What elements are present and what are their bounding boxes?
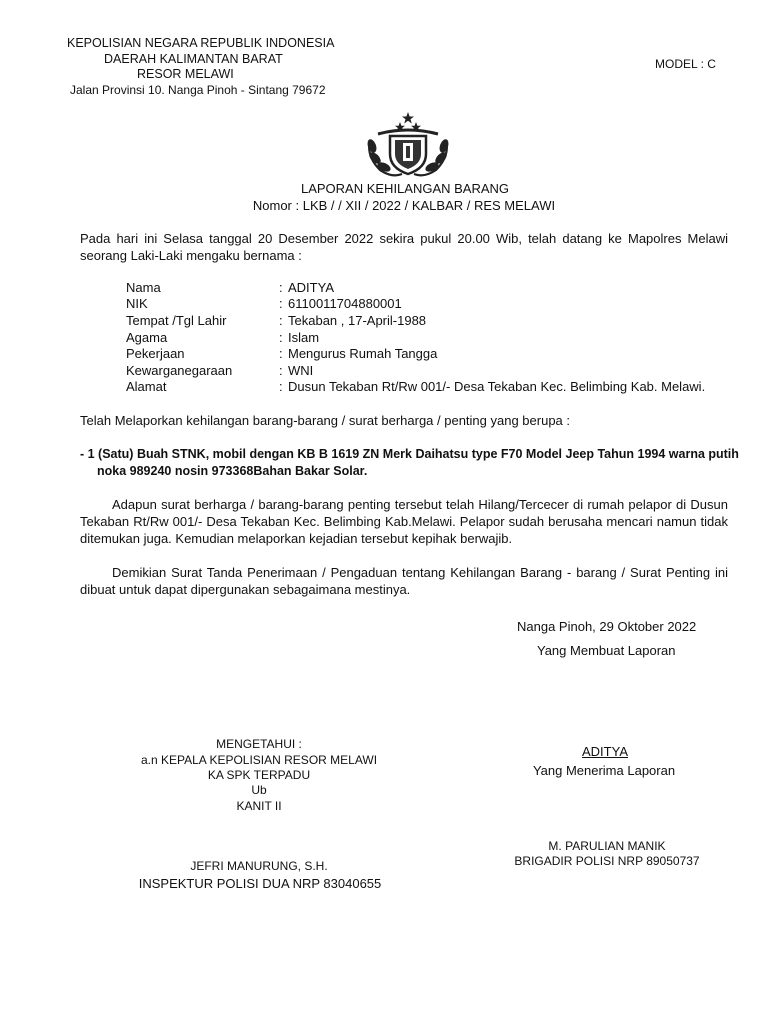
acknowledge-rank: INSPEKTUR POLISI DUA NRP 83040655 bbox=[138, 876, 382, 891]
acknowledge-position: KANIT II bbox=[236, 799, 282, 813]
receiver-name: M. PARULIAN MANIK bbox=[548, 839, 666, 853]
header-resort: RESOR MELAWI bbox=[137, 67, 234, 81]
police-emblem-icon bbox=[362, 110, 454, 182]
intro-paragraph: Pada hari ini Selasa tanggal 20 Desember 2022 sekira pukul 20.00 Wib, telah datang ke Mapolres Melawi seorang Laki-Laki mengaku bernama : bbox=[80, 231, 728, 263]
field-colon: : bbox=[279, 330, 283, 345]
closing-paragraph: Demikian Surat Tanda Penerimaan / Pengaduan tentang Kehilangan Barang - barang / Surat Penting ini dibuat untuk dapat dipergunakan sebagaimana mestinya. bbox=[80, 565, 728, 597]
field-colon: : bbox=[279, 363, 283, 378]
field-label: Alamat bbox=[126, 379, 167, 394]
model-label: MODEL : C bbox=[655, 57, 716, 71]
field-colon: : bbox=[279, 313, 283, 328]
header-region: DAERAH KALIMANTAN BARAT bbox=[104, 52, 283, 66]
field-label: Agama bbox=[126, 330, 168, 345]
field-colon: : bbox=[279, 379, 283, 394]
field-value: Islam bbox=[288, 330, 320, 345]
field-value: Dusun Tekaban Rt/Rw 001/- Desa Tekaban Kec. Belimbing Kab. Melawi. bbox=[288, 379, 706, 394]
receiver-rank: BRIGADIR POLISI NRP 89050737 bbox=[514, 854, 700, 868]
field-label: Pekerjaan bbox=[126, 346, 185, 361]
lost-paragraph: Adapun surat berharga / barang-barang penting tersebut telah Hilang/Tercecer di rumah pelapor di Dusun Tekaban Rt/Rw 001/- Desa Tekaban Kec. Belimbing Kab.Melawi. Pelapor sudah berusaha mencari namun tidak ditemukan juga. Kemudian melaporkan kejadian tersebut kepihak berwajib. bbox=[80, 497, 728, 546]
field-value: WNI bbox=[288, 363, 314, 378]
header-address: Jalan Provinsi 10. Nanga Pinoh - Sintang 79672 bbox=[70, 83, 326, 97]
field-value: ADITYA bbox=[288, 280, 334, 295]
field-label: NIK bbox=[126, 296, 148, 311]
field-colon: : bbox=[279, 346, 283, 361]
field-colon: : bbox=[279, 280, 283, 295]
acknowledge-ub: Ub bbox=[251, 783, 267, 797]
report-statement: Telah Melaporkan kehilangan barang-barang / surat berharga / penting yang berupa : bbox=[80, 413, 571, 428]
acknowledge-heading: MENGETAHUI : bbox=[216, 737, 302, 751]
lost-item: - 1 (Satu) Buah STNK, mobil dengan KB B 1619 ZN Merk Daihatsu type F70 Model Jeep Tahun 1994 warna putih noka 989240 nosin 973368Bahan Bakar Solar. bbox=[80, 447, 739, 478]
field-value: Tekaban , 17-April-1988 bbox=[288, 313, 427, 328]
signature-reporter-title: Yang Membuat Laporan bbox=[537, 643, 676, 658]
document-title: LAPORAN KEHILANGAN BARANG bbox=[300, 181, 510, 196]
field-label: Nama bbox=[126, 280, 161, 295]
acknowledge-name: JEFRI MANURUNG, S.H. bbox=[190, 859, 328, 873]
field-value: 6110011704880001 bbox=[288, 296, 402, 311]
signature-place-date: Nanga Pinoh, 29 Oktober 2022 bbox=[517, 619, 697, 634]
signature-reporter-name: ADITYA bbox=[582, 744, 628, 759]
field-label: Kewarganegaraan bbox=[126, 363, 233, 378]
header-agency: KEPOLISIAN NEGARA REPUBLIK INDONESIA bbox=[67, 36, 335, 50]
field-colon: : bbox=[279, 296, 283, 311]
acknowledge-on-behalf: a.n KEPALA KEPOLISIAN RESOR MELAWI bbox=[140, 753, 378, 767]
field-value: Mengurus Rumah Tangga bbox=[288, 346, 438, 361]
acknowledge-unit: KA SPK TERPADU bbox=[207, 768, 311, 782]
signature-receiver-title: Yang Menerima Laporan bbox=[532, 763, 676, 778]
document-number: Nomor : LKB / / XII / 2022 / KALBAR / RES MELAWI bbox=[252, 198, 556, 213]
field-label: Tempat /Tgl Lahir bbox=[126, 313, 227, 328]
